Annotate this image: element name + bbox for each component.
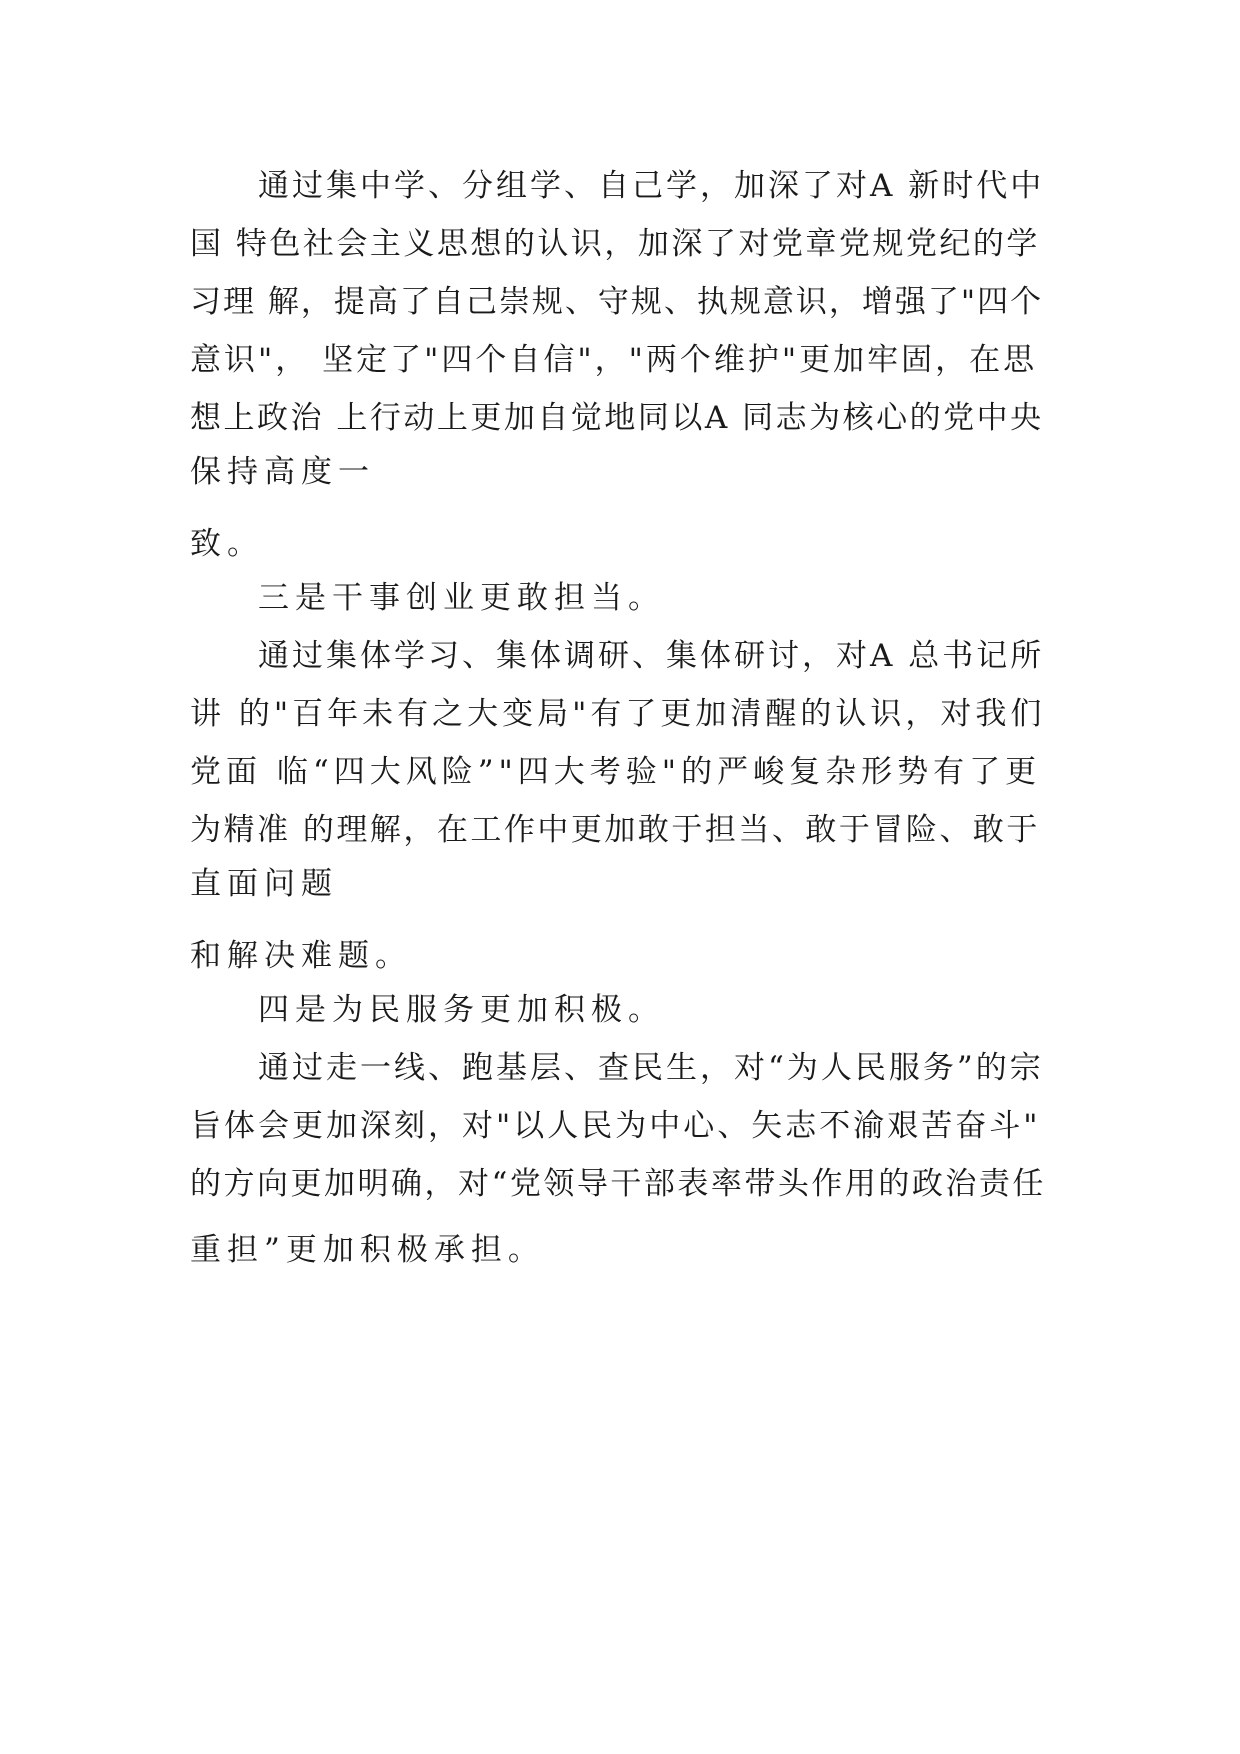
paragraph-line: 重担”更加积极承担。: [190, 1232, 545, 1268]
paragraph-line: 通过集中学、分组学、自己学，加深了对A 新时代中: [258, 168, 1045, 204]
paragraph-line: 国 特色社会主义思想的认识，加深了对党章党规党纪的学: [190, 226, 1040, 262]
paragraph-line: 为精准 的理解，在工作中更加敢于担当、敢于冒险、敢于: [190, 812, 1040, 848]
paragraph-line: 习理 解，提高了自己崇规、守规、执规意识，增强了"四个: [190, 284, 1044, 320]
paragraph-line: 党面 临“四大风险”"四大考验"的严峻复杂形势有了更: [190, 754, 1042, 790]
section-heading: 四是为民服务更加积极。: [258, 992, 665, 1028]
paragraph-line: 致。: [190, 526, 264, 562]
paragraph-line: 和解决难题。: [190, 938, 412, 974]
paragraph-line: 通过集体学习、集体调研、集体研讨，对A 总书记所: [258, 638, 1045, 674]
paragraph-line: 保持高度一: [190, 454, 375, 490]
paragraph-line: 通过走一线、跑基层、查民生，对“为人民服务”的宗: [258, 1050, 1044, 1086]
paragraph-line: 的方向更加明确，对“党领导干部表率带头作用的政治责任: [190, 1166, 1046, 1202]
paragraph-line: 意识"， 坚定了"四个自信"，"两个维护"更加牢固，在思: [190, 342, 1038, 378]
paragraph-line: 旨体会更加深刻，对"以人民为中心、矢志不渝艰苦奋斗": [190, 1108, 1041, 1144]
paragraph-line: 直面问题: [190, 866, 338, 902]
section-heading: 三是干事创业更敢担当。: [258, 580, 665, 616]
paragraph-line: 讲 的"百年未有之大变局"有了更加清醒的认识，对我们: [190, 696, 1046, 732]
paragraph-line: 想上政治 上行动上更加自觉地同以A 同志为核心的党中央: [190, 400, 1044, 436]
